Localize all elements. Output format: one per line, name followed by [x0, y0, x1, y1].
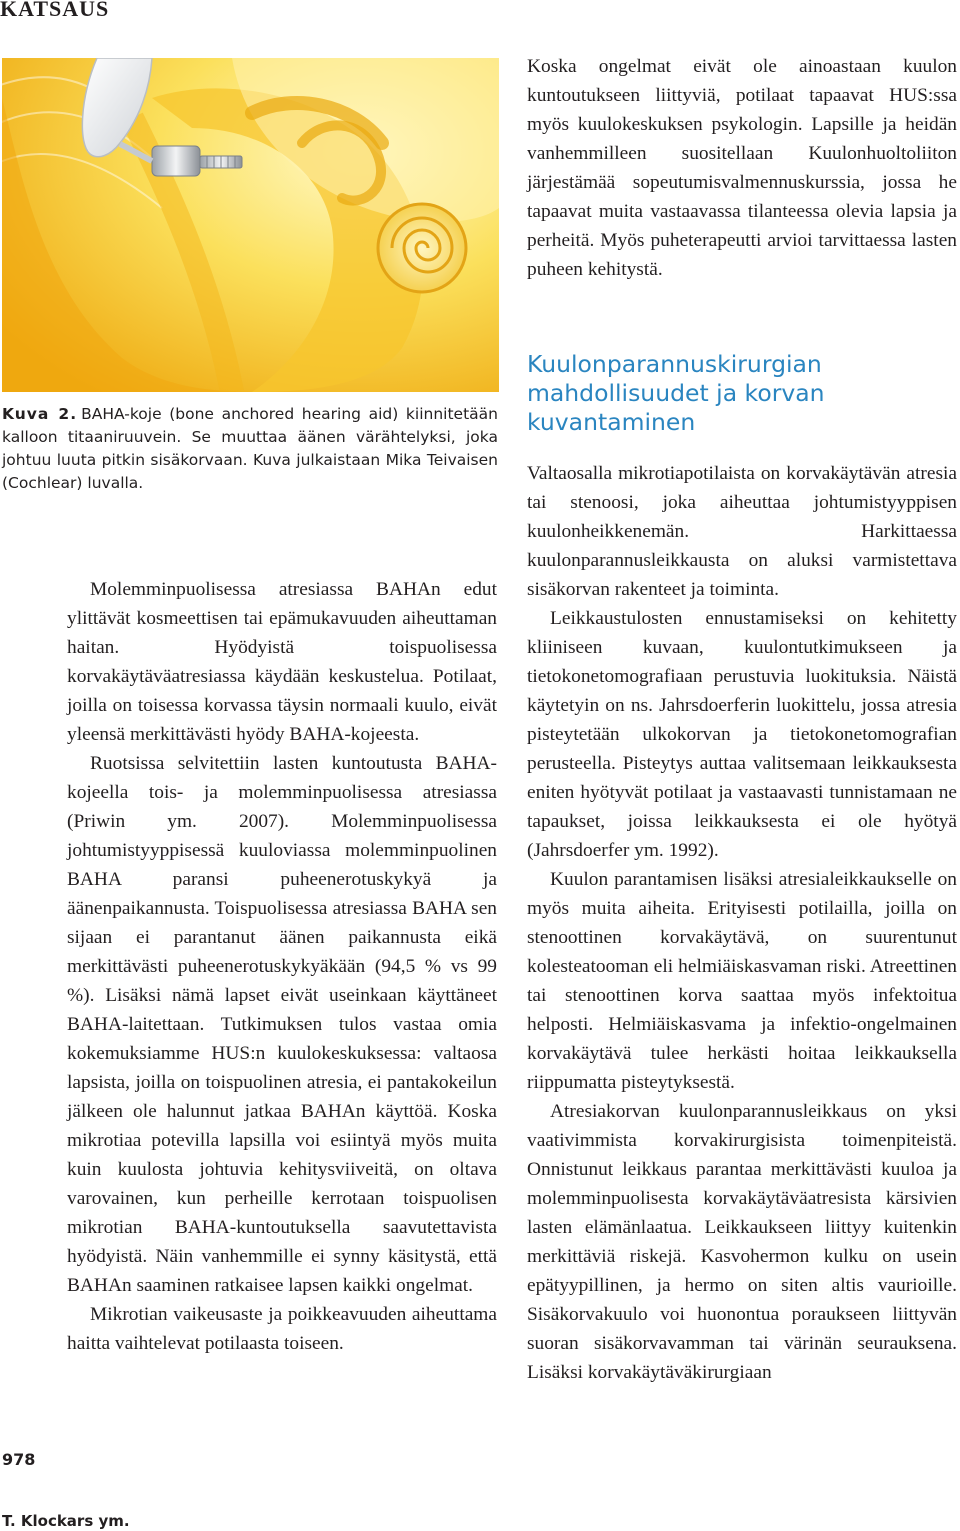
- author-footer: T. Klockars ym.: [2, 1512, 130, 1530]
- right-column-top: [527, 52, 957, 284]
- right-paragraph: Valtaosalla mikrotiapotilaista on korvakäytävän atresia tai stenoosi, joka aiheuttaa johtumistyyppisen kuulonheikkenemän. Harkittaessa kuulonparannusleikkausta on aluksi varmistettava sisäkorvan rakenteet ja toiminta.: [527, 463, 957, 600]
- right-paragraph: Leikkaustulosten ennustamiseksi on kehitetty kliiniseen kuvaan, kuulontutkimukseen ja tietokonetomografiaan perustuvia luokituksia. Näistä käytetyin on ns. Jahrsdoerferin luokittelu, jossa atresia pisteytetään ulkokorvan ja tietokonetomografian perusteella. Pisteytys auttaa valitsemaan leikkauksesta eniten hyötyvät potilaat ja vastaavasti tunnistamaan ne tapaukset, joissa leikkauksesta ei ole hyötyä (Jahrsdoerfer ym. 1992).: [527, 608, 957, 861]
- page-number: 978: [2, 1450, 36, 1469]
- left-paragraph: Mikrotian vaikeusaste ja poikkeavuuden aiheuttama haitta vaihtelevat potilaasta toiseen.: [67, 1304, 497, 1354]
- figure-caption: [2, 403, 498, 495]
- right-paragraph: Atresiakorvan kuulonparannusleikkaus on yksi vaativimmista korvakirurgisista toimenpiteistä. Onnistunut leikkaus parantaa merkittävästi kuuloa ja molemminpuolisesta korvakäytäväatresista kärsivien lasten elämänlaatua. Leikkaukseen liittyy kuitenkin merkittäviä riskejä. Kasvohermon kulku on usein epätyypillinen, ja hermo on siten altis vaurioille. Sisäkorvakuulo voi huonontua poraukseen liittyvän suoran sisäkorvavamman tai värinän seurauksena. Lisäksi korvakäytäväkirurgiaan: [527, 1101, 957, 1383]
- left-paragraph: Ruotsissa selvitettiin lasten kuntoutusta BAHA-kojeella tois- ja molemminpuolisessa atresiassa (Priwin ym. 2007). Molemminpuolisessa johtumistyyppisessä kuuloviassa molemminpuolinen BAHA paransi puheenerotuskykyä ja äänenpaikannusta. Toispuolisessa atresiassa BAHA sen sijaan ei parantanut äänen paikannusta eikä merkittävästi puheenerotuskykyäkään (94,5 % vs 99 %). Lisäksi nämä lapset eivät useinkaan käyttäneet BAHA-laitettaan. Tutkimuksen tulos vastaa omia kokemuksiamme HUS:n kuulokeskuksessa: valtaosa lapsista, joilla on toispuolinen atresia, ei pantakokeilun jälkeen ole halunnut jatkaa BAHAn käyttöä. Koska mikrotiaa potevilla lapsilla voi esiintyä myös muita kuin kuulosta johtuvia kehitysviiveitä, on oltava varovainen, kun perheille kerrotaan toispuolisen mikrotian BAHA-kuntoutuksella saavutettavista hyödyistä. Näin vanhemmille ei synny käsitystä, että BAHAn saaminen ratkaisee lapsen kaikki ongelmat.: [67, 753, 497, 1296]
- section-subheading: Kuulonparannuskirurgian mahdollisuudet ja korvan kuvantaminen: [527, 350, 825, 436]
- left-paragraph: Molemminpuolisessa atresiassa BAHAn edut ylittävät kosmeettisen tai epämukavuuden aiheuttaman haitan. Hyödyistä toispuolisessa korvakäytäväatresiassa käydään keskustelua. Potilaat, joilla on toisessa korvassa täysin normaali kuulo, eivät yleensä merkittävästi hyödy BAHA-kojeesta.: [67, 579, 497, 745]
- caption-label: Kuva 2.: [2, 405, 78, 423]
- caption-text: BAHA-koje (bone anchored hearing aid) kiinnitetään kalloon titaaniruuvein. Se muuttaa äänen värähtelyksi, joka johtuu luuta pitkin sisäkorvaan. Kuva julkaistaan Mika Teivaisen (Cochlear) luvalla.: [2, 405, 498, 492]
- baha-illustration: [2, 58, 499, 392]
- section-label: KATSAUS: [0, 0, 110, 21]
- right-top-paragraph: Koska ongelmat eivät ole ainoastaan kuulon kuntoutukseen liittyviä, potilaat tapaavat HUS:ssa myös kuulokeskuksen psykologin. Lapsille ja heidän vanhemmilleen suositellaan Kuulonhuoltoliiton järjestämää sopeutumisvalmennuskurssia, jossa he tapaavat muita vastaavassa tilanteessa olevia lapsia ja perheitä. Myös puheterapeutti arvioi tarvittaessa lasten puheen kehitystä.: [527, 56, 957, 280]
- right-column-body: [527, 459, 957, 1387]
- right-paragraph: Kuulon parantamisen lisäksi atresialeikkaukselle on myös muita aiheita. Erityisesti potilailla, joilla on stenoottinen korvakäytävä, on suurentunut kolesteatooman eli helmiäiskasvaman riski. Atreettinen tai stenoottinen korva saattaa myös infektoitua helposti. Helmiäiskasvama ja infektio-ongelmainen korvakäytävä tulee herkästi hoitaa leikkauksella riippumatta pisteytyksestä.: [527, 869, 957, 1093]
- left-column: [67, 575, 497, 1358]
- ear-cross-section-image: [2, 58, 499, 392]
